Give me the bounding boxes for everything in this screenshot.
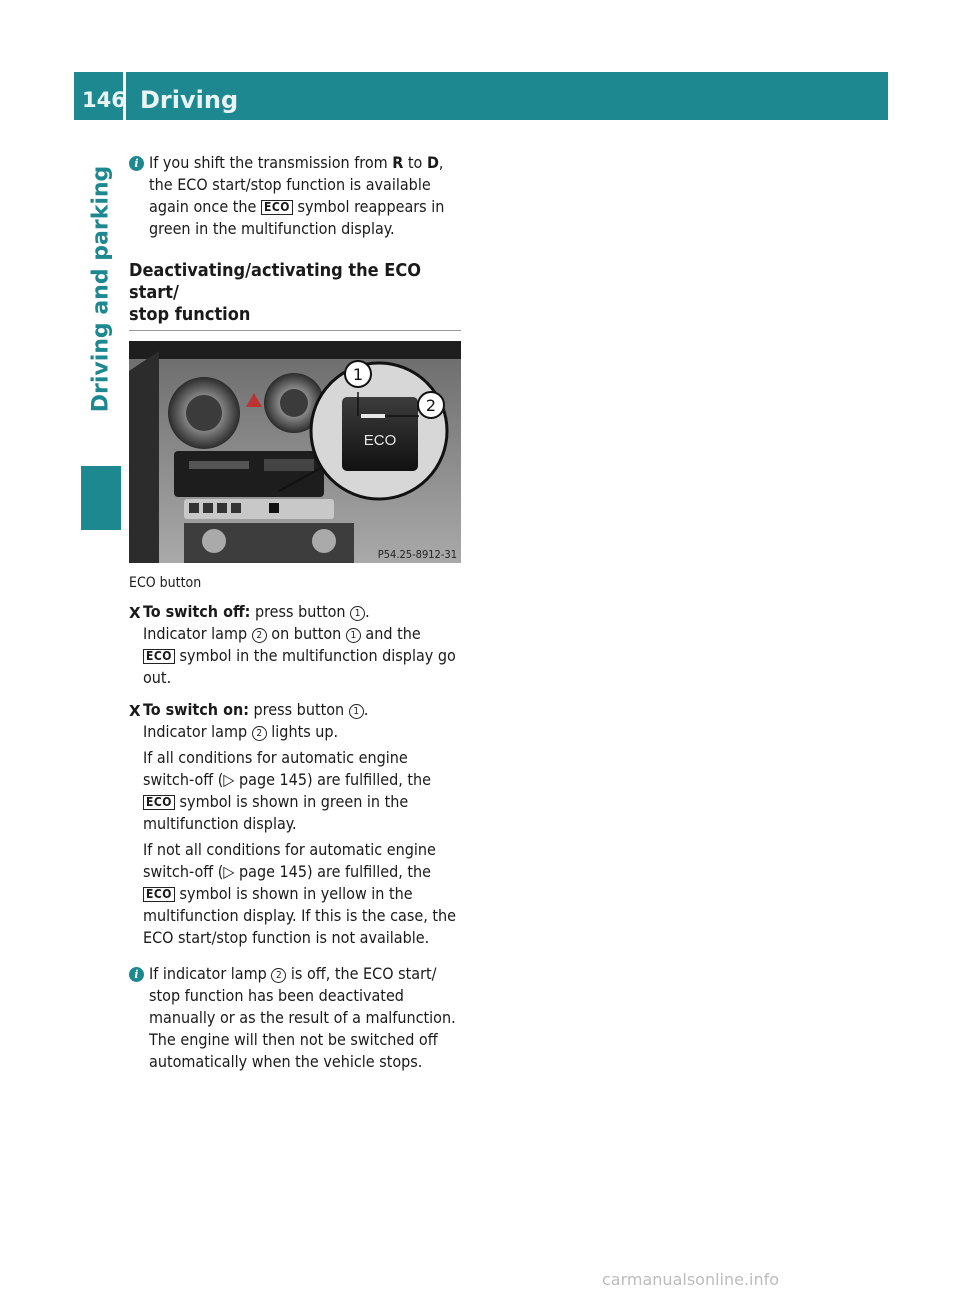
note1-text: to — [403, 153, 427, 172]
step-switch-off — [129, 601, 461, 689]
eco-symbol-icon: ECO — [143, 887, 175, 902]
step-text: symbol is shown in yellow in the — [174, 884, 413, 903]
ref-2-icon: 2 — [252, 628, 267, 643]
info-icon: i — [129, 967, 144, 982]
step-text: . — [363, 700, 369, 719]
heading-line1: Deactivating/activating the ECO start/ — [129, 260, 421, 303]
ref-2-icon: 2 — [271, 968, 286, 983]
step-text: press button — [250, 602, 351, 621]
eco-symbol-icon: ECO — [143, 649, 175, 664]
step-text: ECO start/stop function is not available. — [143, 928, 430, 947]
callout-1-label: 1 — [352, 365, 364, 384]
eco-button-figure — [129, 341, 461, 563]
step-arrow-icon: X — [129, 702, 141, 720]
side-tab-block — [81, 466, 121, 530]
note2-text: stop function has been deactivated — [149, 986, 404, 1005]
note2-text: automatically when the vehicle stops. — [149, 1052, 423, 1071]
step-text: Indicator lamp — [143, 624, 252, 643]
note2-text: is off, the ECO start/ — [286, 964, 437, 983]
step-switch-on — [129, 699, 461, 949]
note2-text: manually or as the result of a malfunction. — [149, 1008, 456, 1027]
note1-text: again once the — [149, 197, 261, 216]
info-note-1 — [129, 152, 461, 240]
note1-line2: the ECO start/stop function is available — [149, 175, 431, 194]
figure-caption: ECO button — [129, 575, 202, 591]
subsection-heading — [129, 260, 461, 331]
step-text: press button — [248, 700, 349, 719]
eco-symbol-icon: ECO — [143, 795, 175, 810]
figure-code: P54.25-8912-31 — [377, 548, 457, 561]
info-icon: i — [129, 156, 144, 171]
step-text: Indicator lamp — [143, 722, 252, 741]
callout-2-label: 2 — [425, 396, 437, 415]
page-reference-link[interactable]: switch-off (▷ page 145) are fulfilled, the — [143, 862, 432, 881]
section-title: Driving — [140, 86, 239, 114]
main-content — [129, 152, 461, 1093]
gear-r: R — [392, 153, 404, 172]
gear-d: D — [426, 153, 439, 172]
indicator-lamp — [361, 414, 385, 418]
note1-line4: green in the multifunction display. — [149, 219, 395, 238]
watermark: carmanualsonline.info — [602, 1270, 780, 1289]
radio-panel — [174, 451, 324, 497]
step-text: lights up. — [266, 722, 339, 741]
side-tab-label: Driving and parking — [88, 165, 114, 413]
ref-2-icon: 2 — [252, 726, 267, 741]
step-text: multifunction display. — [143, 814, 297, 833]
page-reference-link[interactable]: switch-off (▷ page 145) are fulfilled, the — [143, 770, 432, 789]
note2-text: If indicator lamp — [149, 964, 272, 983]
step-text: . — [365, 602, 370, 621]
eco-button-label: ECO — [363, 432, 397, 449]
step-text: on button — [266, 624, 346, 643]
step-text: multifunction display. If this is the case, the — [143, 906, 456, 925]
step-label: To switch on: — [143, 700, 249, 719]
side-tab — [81, 124, 121, 454]
ref-1-icon: 1 — [346, 628, 361, 643]
step-label: To switch off: — [143, 602, 251, 621]
step-text: and the — [360, 624, 421, 643]
step-text: If all conditions for automatic engine — [143, 748, 408, 767]
step-text: symbol is shown in green in the — [174, 792, 409, 811]
step-text: symbol in the multifunction display go — [174, 646, 456, 665]
note1-text: If you shift the transmission from — [149, 153, 393, 172]
ref-1-icon: 1 — [350, 606, 365, 621]
heading-line2: stop function — [129, 304, 251, 325]
page-number: 146 — [82, 88, 126, 112]
note1-text: symbol reappears in — [292, 197, 445, 216]
ref-1-icon: 1 — [349, 704, 364, 719]
step-arrow-icon: X — [129, 604, 141, 622]
step-text: out. — [143, 668, 172, 687]
info-note-2 — [129, 963, 461, 1073]
note2-text: The engine will then not be switched off — [149, 1030, 438, 1049]
eco-symbol-icon: ECO — [261, 200, 293, 215]
step-text: If not all conditions for automatic engine — [143, 840, 436, 859]
note1-text: , — [438, 153, 444, 172]
